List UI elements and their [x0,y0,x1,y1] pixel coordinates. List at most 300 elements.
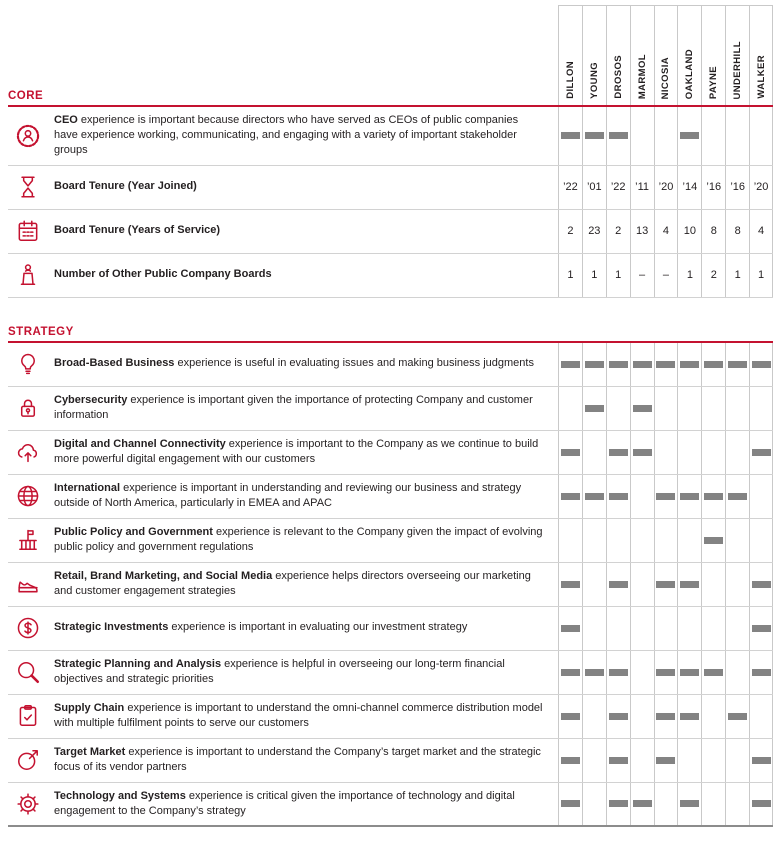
matrix-cell [606,210,630,253]
ceo-seal-icon [8,107,48,165]
director-name: DILLON [564,61,576,99]
matrix-cell [749,695,773,738]
cell-value: ’20 [753,181,769,194]
matrix-cell [582,475,606,518]
matrix-cell [701,607,725,650]
matrix-cell [606,431,630,474]
matrix-cell [701,431,725,474]
table-row [8,783,773,827]
experience-mark [561,625,580,632]
director-name: WALKER [755,55,767,99]
experience-mark [680,669,699,676]
matrix-cell [701,475,725,518]
row-cells [558,343,773,386]
experience-mark [585,669,604,676]
matrix-cell [654,739,678,782]
matrix-cell [654,607,678,650]
director-name: DROSOS [612,55,624,99]
matrix-cell [725,519,749,562]
matrix-cell [677,254,701,297]
matrix-cell [630,431,654,474]
row-cells [558,607,773,650]
table-row [8,739,773,783]
column-header-young [582,6,606,105]
row-description-text: Technology and Systems experience is critical given the importance of technology and digital engagement to the Company’s strategy [54,789,515,817]
matrix-cell [654,783,678,825]
row-cells [558,563,773,606]
experience-mark [752,757,771,764]
matrix-cell [558,254,582,297]
row-description [48,343,558,386]
cell-value: 1 [591,269,598,282]
hourglass-icon [8,166,48,209]
cell-value: 1 [686,269,693,282]
experience-mark [561,581,580,588]
matrix-cell [558,739,582,782]
table-row [8,210,773,254]
director-name: NICOSIA [660,56,672,99]
matrix-cell [654,210,678,253]
cell-value: ’01 [586,181,602,194]
experience-mark [609,449,628,456]
cell-value: ’20 [658,181,674,194]
matrix-cell [677,343,701,386]
matrix-cell [701,166,725,209]
table-row [8,519,773,563]
matrix-cell [582,343,606,386]
matrix-cell [582,739,606,782]
cell-value: 10 [683,225,696,238]
matrix-cell [701,254,725,297]
experience-mark [561,800,580,807]
matrix-cell [606,695,630,738]
experience-mark [656,581,675,588]
matrix-cell [677,107,701,165]
matrix-cell [749,107,773,165]
matrix-cell [749,607,773,650]
director-name: YOUNG [588,62,600,99]
cell-value: 8 [734,225,741,238]
row-cells [558,695,773,738]
row-cells [558,166,773,209]
row-description-text: Retail, Brand Marketing, and Social Media experience helps directors overseeing our marketing and customer engagement strategies [54,569,531,598]
core-section-header [8,5,558,105]
experience-mark [609,800,628,807]
column-header-drosos [606,6,630,105]
cell-value: ’22 [610,181,626,194]
matrix-cell [630,651,654,694]
row-cells [558,783,773,825]
matrix-cell [582,607,606,650]
matrix-cell [749,739,773,782]
experience-mark [633,361,652,368]
matrix-cell [654,431,678,474]
cell-value: ’11 [635,181,650,194]
matrix-cell [701,387,725,430]
government-building-icon [8,519,48,562]
cell-value: 1 [567,269,574,282]
table-row [8,651,773,695]
director-name: OAKLAND [684,48,696,99]
matrix-cell [725,563,749,606]
section-title-strategy: STRATEGY [8,325,74,338]
matrix-cell [725,254,749,297]
strategy-rows [8,343,773,827]
matrix-cell [654,563,678,606]
experience-mark [752,581,771,588]
matrix-cell [558,166,582,209]
matrix-cell [701,343,725,386]
matrix-cell [725,387,749,430]
lightbulb-icon [8,343,48,386]
table-row [8,563,773,607]
matrix-cell [558,651,582,694]
experience-mark [704,669,723,676]
director-name: MARMOL [636,53,648,99]
cell-value: 2 [567,225,574,238]
core-rows [8,107,773,298]
row-description-text: Digital and Channel Connectivity experience is important to the Company as we continue to build more powerful digital engagement with our customers [54,437,539,466]
row-description [48,107,558,165]
matrix-cell [582,651,606,694]
row-description-text: Target Market experience is important to understand the Company’s target market and the strategic focus of its vendor partners [54,745,541,774]
experience-mark [561,493,580,500]
matrix-cell [654,254,678,297]
cell-value: 2 [615,225,622,238]
experience-mark [585,132,604,139]
target-arrow-icon [8,739,48,782]
matrix-cell [606,783,630,825]
matrix-cell [582,519,606,562]
matrix-cell [701,695,725,738]
matrix-cell [606,607,630,650]
matrix-cell [725,607,749,650]
row-description-text: Strategic Investments experience is important in evaluating our investment strategy [54,621,468,634]
matrix-cell [606,739,630,782]
experience-mark [680,493,699,500]
matrix-cell [749,475,773,518]
row-description [48,387,558,430]
matrix-cell [749,254,773,297]
column-header-walker [749,6,773,105]
experience-mark [561,669,580,676]
matrix-cell [606,651,630,694]
matrix-cell [749,166,773,209]
experience-mark [752,625,771,632]
table-row [8,387,773,431]
matrix-cell [725,475,749,518]
matrix-cell [582,783,606,825]
matrix-cell [677,475,701,518]
experience-mark [728,361,747,368]
experience-mark [609,669,628,676]
matrix-cell [677,783,701,825]
matrix-cell [677,607,701,650]
cell-value: 1 [615,269,622,282]
matrix-cell [701,210,725,253]
matrix-cell [677,563,701,606]
cell-value: 13 [635,225,649,238]
experience-mark [609,713,628,720]
experience-mark [656,361,675,368]
matrix-cell [630,739,654,782]
row-description-text: Public Policy and Government experience is relevant to the Company given the impact of evolving public policy and government regulations [54,525,543,554]
row-description [48,563,558,606]
dollar-circle-icon [8,607,48,650]
matrix-cell [582,431,606,474]
cell-value: 1 [757,269,765,282]
experience-mark [656,713,675,720]
table-row [8,695,773,739]
row-description-text: CEO experience is important because directors who have served as CEOs of public companies have experience working, communicating, and engaging with a variety of important stakeholder groups [54,114,519,157]
table-row [8,166,773,210]
matrix-cell [558,519,582,562]
magnifier-icon [8,651,48,694]
matrix-cell [558,607,582,650]
clipboard-check-icon [8,695,48,738]
experience-mark [585,493,604,500]
matrix-cell [606,254,630,297]
experience-mark [609,493,628,500]
experience-mark [609,361,628,368]
matrix-cell [630,210,654,253]
podium-icon [8,254,48,297]
matrix-cell [749,563,773,606]
column-header-nicosia [654,6,678,105]
matrix-cell [630,695,654,738]
table-row [8,475,773,519]
matrix-cell [606,475,630,518]
experience-mark [656,757,675,764]
matrix-cell [582,254,606,297]
calendar-icon [8,210,48,253]
matrix-cell [582,695,606,738]
cell-value: ’16 [730,181,745,194]
row-description [48,210,558,253]
matrix-cell [749,519,773,562]
director-name: PAYNE [708,65,720,99]
column-header-payne [701,6,725,105]
matrix-cell [558,783,582,825]
row-description-text: Board Tenure (Years of Service) [54,224,221,237]
experience-mark [656,669,675,676]
experience-mark [752,361,771,368]
matrix-cell [677,695,701,738]
matrix-cell [725,343,749,386]
experience-mark [752,449,771,456]
experience-mark [752,800,771,807]
column-header-oakland [677,6,701,105]
row-description [48,254,558,297]
matrix-cell [606,166,630,209]
matrix-cell [558,210,582,253]
matrix-cell [654,343,678,386]
row-cells [558,651,773,694]
matrix-cell [725,695,749,738]
matrix-cell [558,107,582,165]
row-description [48,166,558,209]
matrix-cell [582,210,606,253]
row-cells [558,254,773,297]
table-row [8,607,773,651]
experience-mark [680,800,699,807]
row-description-text: Board Tenure (Year Joined) [54,180,197,193]
row-description-text: Number of Other Public Company Boards [54,268,272,281]
section-title-core: CORE [8,90,44,102]
table-row [8,254,773,298]
row-cells [558,387,773,430]
matrix-cell [677,210,701,253]
matrix-cell [558,343,582,386]
experience-mark [680,132,699,139]
table-row [8,343,773,387]
padlock-icon [8,387,48,430]
matrix-cell [558,387,582,430]
matrix-cell [558,431,582,474]
matrix-cell [630,166,654,209]
cell-value: 1 [734,269,741,282]
table-row [8,431,773,475]
matrix-cell [630,607,654,650]
experience-mark [704,493,723,500]
matrix-cell [654,695,678,738]
matrix-cell [654,166,678,209]
experience-mark [561,713,580,720]
matrix-cell [725,431,749,474]
experience-mark [633,800,652,807]
cell-value: ’22 [563,181,578,194]
row-description [48,431,558,474]
strategy-section-header [8,326,773,341]
row-description-text: Strategic Planning and Analysis experience is helpful in overseeing our long-term financial objectives and strategic priorities [54,657,505,686]
gear-icon [8,783,48,825]
experience-mark [728,493,747,500]
matrix-cell [701,563,725,606]
matrix-cell [654,107,678,165]
experience-mark [633,405,652,412]
cell-value: 23 [588,225,601,238]
experience-mark [680,361,699,368]
matrix-cell [677,739,701,782]
experience-mark [609,581,628,588]
matrix-cell [558,563,582,606]
row-description [48,783,558,825]
row-description-text: Supply Chain experience is important to understand the omni-channel commerce distribution model with multiple fulfilment points to serve our customers [54,701,543,730]
experience-mark [585,405,604,412]
row-description-text: Cybersecurity experience is important given the importance of protecting Company and customer information [54,393,533,422]
row-description-text: International experience is important in understanding and reviewing our business and strategy outside of North America, particularly in EMEA and APAC [54,481,522,510]
matrix-cell [630,107,654,165]
matrix-cell [582,563,606,606]
matrix-cell [606,519,630,562]
matrix-cell [749,431,773,474]
matrix-cell [677,519,701,562]
matrix-cell [725,739,749,782]
row-description [48,695,558,738]
matrix-cell [630,783,654,825]
column-header-underhill [725,6,749,105]
matrix-cell [677,387,701,430]
row-description [48,651,558,694]
cell-value: ’16 [706,181,722,194]
matrix-cell [725,651,749,694]
matrix-cell [630,254,654,297]
matrix-cell [654,475,678,518]
matrix-cell [725,783,749,825]
matrix-header [8,5,773,105]
row-cells [558,739,773,782]
row-description-text: Broad-Based Business experience is useful in evaluating issues and making business judgments [54,357,534,370]
matrix-cell [749,387,773,430]
matrix-cell [606,107,630,165]
matrix-cell [701,783,725,825]
matrix-cell [701,107,725,165]
matrix-cell [749,651,773,694]
matrix-cell [630,387,654,430]
matrix-cell [701,739,725,782]
shoe-icon [8,563,48,606]
director-name: UNDERHILL [732,40,744,99]
cell-value: – [662,269,670,282]
experience-mark [561,361,580,368]
row-cells [558,431,773,474]
cell-value: – [639,269,646,282]
cell-value: 4 [662,225,670,238]
matrix-cell [654,519,678,562]
experience-mark [704,361,723,368]
director-column-headers [558,5,773,105]
cell-value: ’14 [682,181,698,194]
experience-mark [609,757,628,764]
matrix-cell [558,695,582,738]
matrix-cell [630,519,654,562]
experience-mark [561,449,580,456]
matrix-cell [630,343,654,386]
experience-mark [609,132,628,139]
cell-value: 4 [757,225,765,238]
cell-value: 2 [710,269,717,282]
experience-mark [656,493,675,500]
experience-mark [633,449,652,456]
row-description [48,475,558,518]
matrix-cell [654,651,678,694]
matrix-cell [630,563,654,606]
matrix-cell [606,563,630,606]
matrix-cell [606,343,630,386]
matrix-cell [582,166,606,209]
matrix-cell [725,210,749,253]
matrix-cell [677,431,701,474]
matrix-cell [725,166,749,209]
matrix-cell [630,475,654,518]
row-description [48,607,558,650]
row-cells [558,210,773,253]
matrix-cell [582,387,606,430]
experience-mark [680,713,699,720]
matrix-cell [701,651,725,694]
experience-mark [561,757,580,764]
matrix-cell [749,343,773,386]
row-cells [558,475,773,518]
experience-mark [585,361,604,368]
cell-value: 8 [710,225,717,238]
matrix-cell [582,107,606,165]
experience-mark [752,669,771,676]
experience-mark [561,132,580,139]
matrix-cell [749,210,773,253]
column-header-marmol [630,6,654,105]
row-cells [558,519,773,562]
